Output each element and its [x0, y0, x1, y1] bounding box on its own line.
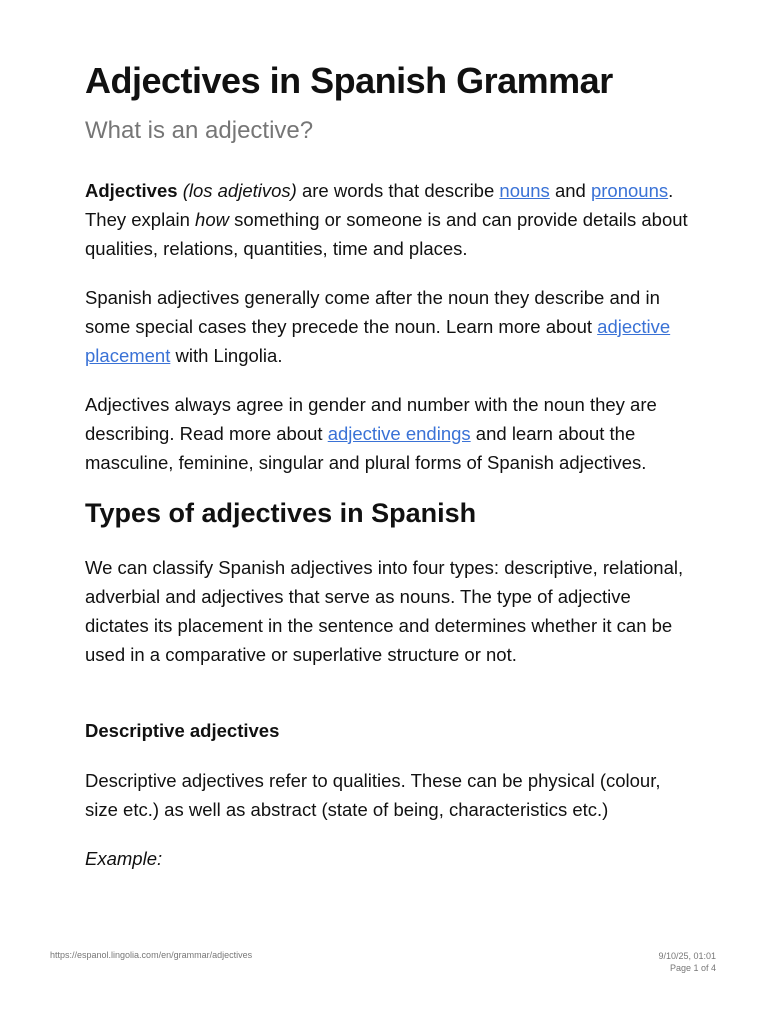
footer-url: https://espanol.lingolia.com/en/grammar/adjectives	[50, 950, 253, 960]
link-adjective-endings[interactable]: adjective endings	[327, 423, 471, 444]
text-span: Spanish adjectives generally come after the noun they describe and in some special cases they precede the noun. Learn more about	[85, 287, 660, 337]
link-adjective-placement[interactable]: adjective placement	[85, 316, 671, 366]
footer-meta	[658, 950, 716, 974]
link-pronouns[interactable]: pronouns	[590, 180, 669, 201]
example-text: Example:	[85, 848, 163, 869]
text-span: and	[549, 180, 591, 201]
intro-paragraph	[85, 176, 695, 263]
term-los-adjetivos: (los adjetivos)	[182, 180, 297, 201]
section-heading-types: Types of adjectives in Spanish	[85, 498, 477, 528]
footer-page-number: Page 1 of 4	[669, 963, 716, 973]
text-span: something or someone is and can provide details about qualities, relations, quantities, time and places.	[85, 209, 688, 259]
page-subtitle: What is an adjective?	[85, 117, 314, 144]
text-span: and learn about the masculine, feminine, singular and plural forms of Spanish adjectives.	[85, 423, 647, 473]
agreement-paragraph	[85, 390, 695, 477]
text-span: are words that describe	[296, 180, 500, 201]
emphasis-how: how	[195, 209, 229, 230]
term-adjectives: Adjectives	[85, 180, 178, 201]
types-paragraph: We can classify Spanish adjectives into four types: descriptive, relational, adverbial and adjectives that serve as nouns. The type of adjective dictates its placement in the sentence and determines whether it can be used in a comparative or superlative structure or not.	[85, 557, 684, 665]
example-label	[85, 844, 695, 873]
descriptive-paragraph: Descriptive adjectives refer to qualities. These can be physical (colour, size etc.) as well as abstract (state of being, characteristics etc.)	[85, 770, 661, 820]
page-title: Adjectives in Spanish Grammar	[85, 60, 613, 101]
footer-datetime: 9/10/25, 01:01	[658, 951, 716, 961]
text-span: Adjectives always agree in gender and number with the noun they are describing. Read more about	[85, 394, 657, 444]
placement-paragraph	[85, 283, 695, 370]
link-nouns[interactable]: nouns	[499, 180, 550, 201]
subheading-descriptive: Descriptive adjectives	[85, 720, 280, 741]
text-span: . They explain	[85, 180, 674, 230]
text-span: with Lingolia.	[170, 345, 283, 366]
